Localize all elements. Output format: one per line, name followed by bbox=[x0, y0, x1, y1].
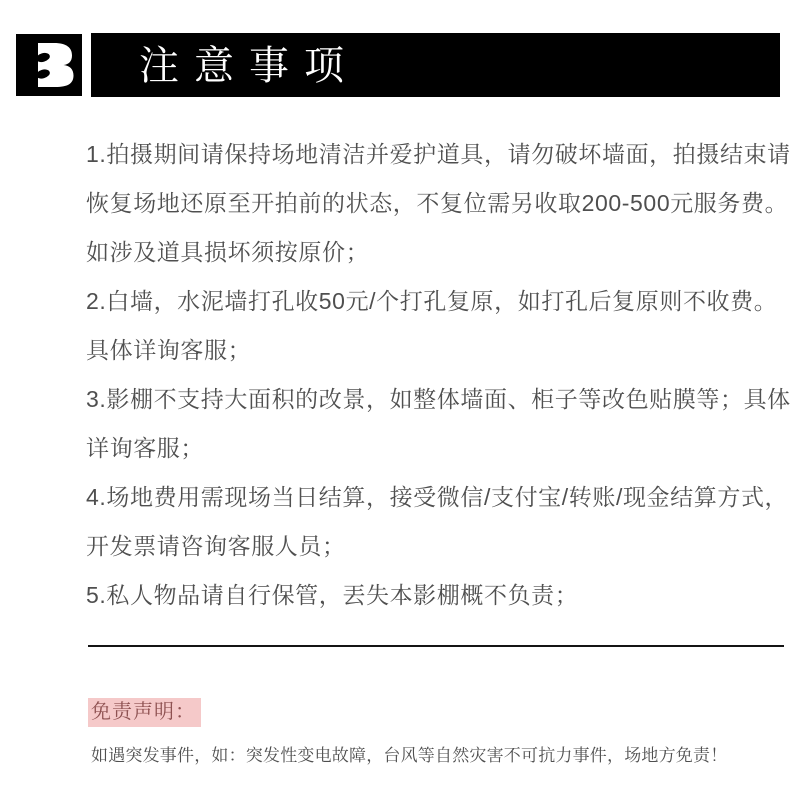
disclaimer-text: 如遇突发事件，如：突发性变电故障，台风等自然灾害不可抗力事件，场地方免责！ bbox=[91, 746, 728, 765]
section-divider bbox=[88, 645, 784, 647]
notice-line: 3.影棚不支持大面积的改景，如整体墙面、柜子等改色贴膜等；具体 bbox=[86, 386, 791, 412]
b-monogram-icon bbox=[16, 34, 82, 96]
page-title: 注意事项 bbox=[139, 44, 359, 88]
logo-box bbox=[16, 34, 82, 96]
notice-body bbox=[86, 130, 790, 620]
notice-line: 2.白墙，水泥墙打孔收50元/个打孔复原，如打孔后复原则不收费。 bbox=[86, 288, 778, 314]
notice-line: 1.拍摄期间请保持场地清洁并爱护道具，请勿破坏墙面，拍摄结束请 bbox=[86, 141, 791, 167]
notice-line: 5.私人物品请自行保管，丟失本影棚概不负责； bbox=[86, 582, 579, 608]
notice-line: 如涉及道具损坏须按原价； bbox=[86, 239, 370, 265]
notice-line: 开发票请咨询客服人员； bbox=[86, 533, 346, 559]
header-title-bar bbox=[91, 33, 780, 97]
disclaimer-label: 免责声明： bbox=[88, 698, 201, 727]
notice-line: 具体详询客服； bbox=[86, 337, 252, 363]
notice-line: 4.场地费用需现场当日结算，接受微信/支付宝/转账/现金结算方式， bbox=[86, 484, 789, 510]
notice-line: 详询客服； bbox=[86, 435, 204, 461]
notice-line: 恢复场地还原至开拍前的状态，不复位需另收取200-500元服务费。 bbox=[86, 190, 789, 216]
